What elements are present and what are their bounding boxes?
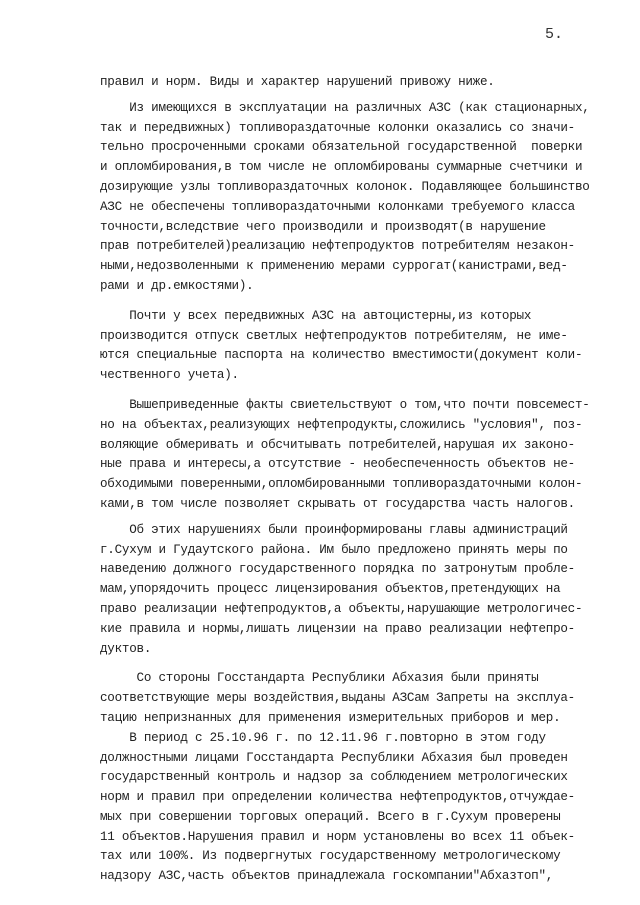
paragraph-mobile-stations [100, 307, 620, 386]
paragraph-intro [100, 73, 620, 93]
text-line: надзору АЗС,часть объектов принадлежала госкомпании"Абхазтоп", [100, 869, 554, 884]
text-line: тах или 100%. Из подвергнутых государственному метрологическому [100, 849, 561, 864]
text-line: норм и правил при определении количества нефтепродуктов,отчуждае- [100, 790, 575, 805]
text-line: Со стороны Госстандарта Республики Абхазия были приняты [100, 671, 539, 686]
text-line: точности,вследствие чего производили и производят(в нарушение [100, 219, 546, 234]
text-line: ками,в том числе позволяет скрывать от государства часть налогов. [100, 496, 575, 511]
text-line: рами и др.емкостями). [100, 278, 254, 293]
text-line: АЗС не обеспечены топливораздаточными колонками требуемого класса [100, 199, 575, 214]
text-line: ные права и интересы,а отсутствие - необеспеченность объектов не- [100, 457, 575, 472]
text-line: наведению должного государственного порядка по затронутым пробле- [100, 562, 575, 577]
paragraph-inspection-period [100, 729, 620, 887]
text-line: прав потребителей)реализацию нефтепродуктов потребителям незакон- [100, 239, 575, 254]
text-line: обходимыми поверенными,опломбированными топливораздаточными колон- [100, 477, 583, 492]
text-line: воляющие обмеривать и обсчитывать потребителей,нарушая их законо- [100, 437, 575, 452]
text-line: так и передвижных) топливораздаточные колонки оказались со значи- [100, 120, 575, 135]
text-line: Из имеющихся в эксплуатации на различных АЗС (как стационарных, [100, 100, 590, 115]
text-line: г.Сухум и Гудаутского района. Им было предложено принять меры по [100, 542, 568, 557]
paragraph-facts [100, 396, 620, 515]
text-line: Почти у всех передвижных АЗС на автоцистерны,из которых [100, 308, 532, 323]
page-number: 5. [545, 26, 564, 43]
text-line: правил и норм. Виды и характер нарушений привожу ниже. [100, 75, 495, 89]
paragraph-gosstandart-measures [100, 669, 620, 728]
text-line: тельно просроченными сроками обязательной государственной поверки [100, 140, 583, 155]
document-body [100, 73, 620, 887]
text-line: дуктов. [100, 641, 152, 656]
text-line: кие правила и нормы,лишать лицензии на право реализации нефтепро- [100, 621, 575, 636]
text-line: 11 объектов.Нарушения правил и норм установлены во всех 11 объек- [100, 829, 575, 844]
paragraph-administrations [100, 521, 620, 660]
text-line: государственный контроль и надзор за соблюдением метрологических [100, 770, 568, 785]
text-line: ными,недозволенными к применению мерами суррогат(канистрами,вед- [100, 259, 568, 274]
text-line: ются специальные паспорта на количество вместимости(документ коли- [100, 348, 583, 363]
text-line: и опломбирования,в том числе не опломбированы суммарные счетчики и [100, 160, 583, 175]
text-line: мам,упорядочить процесс лицензирования объектов,претендующих на [100, 582, 561, 597]
text-line: Вышеприведенные факты свиетельствуют о том,что почти повсемест- [100, 397, 590, 412]
text-line: должностными лицами Госстандарта Республики Абхазия был проведен [100, 750, 568, 765]
text-line: соответствующие меры воздействия,выданы АЗСам Запреты на эксплуа- [100, 691, 575, 706]
text-line: Об этих нарушениях были проинформированы главы администраций [100, 522, 568, 537]
paragraph-fuel-dispensers [100, 99, 620, 297]
text-line: В период с 25.10.96 г. по 12.11.96 г.повторно в этом году [100, 730, 546, 745]
text-line: чественного учета). [100, 368, 239, 383]
text-line: мых при совершении торговых операций. Всего в г.Сухум проверены [100, 809, 561, 824]
text-line: право реализации нефтепродуктов,а объекты,нарушающие метрологичес- [100, 601, 583, 616]
text-line: тацию непризнанных для применения измерительных приборов и мер. [100, 710, 561, 725]
text-line: производится отпуск светлых нефтепродуктов потребителям, не име- [100, 328, 568, 343]
text-line: дозирующие узлы топливораздаточных колонок. Подавляющее большинство [100, 179, 590, 194]
text-line: но на объектах,реализующих нефтепродукты,сложились "условия", поз- [100, 417, 583, 432]
